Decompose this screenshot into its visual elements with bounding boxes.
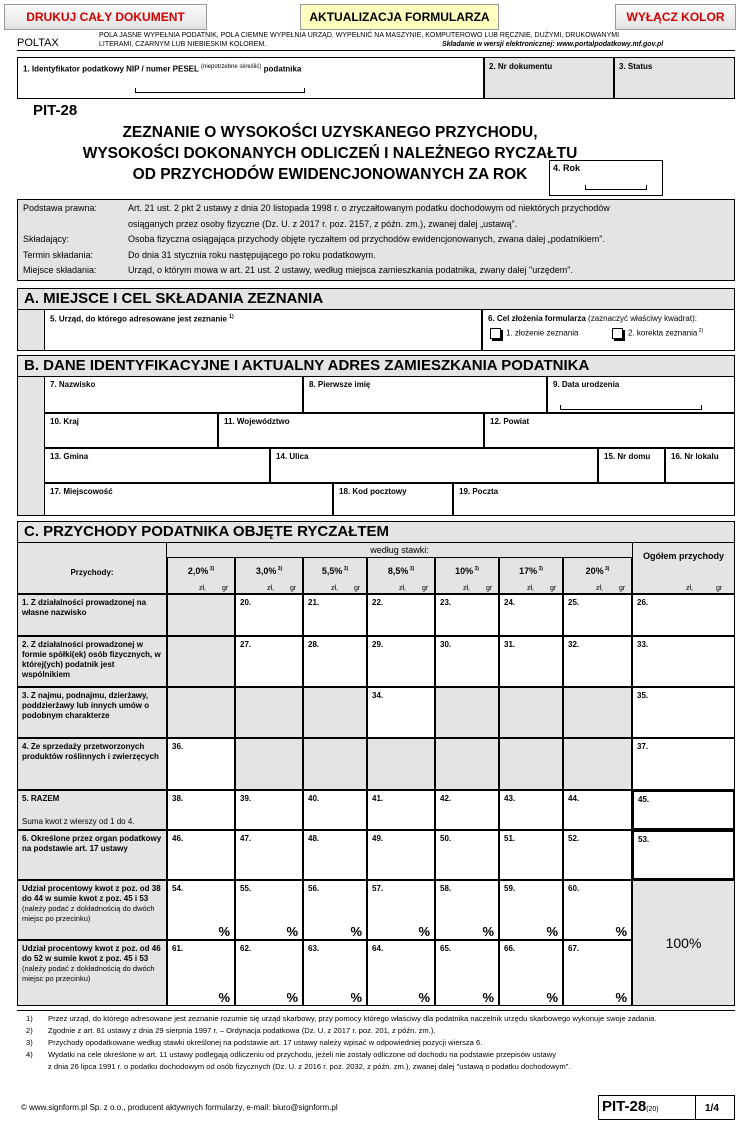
- field-number: 31.: [504, 640, 516, 649]
- amount-cell: [563, 738, 632, 790]
- field-6-label: 6. Cel złożenia formularza (zaznaczyć właściwy kwadrat):: [488, 314, 697, 323]
- row-label-text: 4. Ze sprzedaży przetworzonych produktów roślinnych i zwierzęcych: [22, 742, 159, 761]
- field-18-postal-code-label: 18. Kod pocztowy: [339, 487, 407, 496]
- field-number: 51.: [504, 834, 516, 843]
- amount-cell[interactable]: [303, 594, 367, 636]
- legal-value: Do dnia 31 stycznia roku następującego po roku podatkowym.: [128, 249, 376, 260]
- field-number: 21.: [308, 598, 320, 607]
- percent-sign: %: [482, 924, 494, 939]
- share-cell[interactable]: [167, 880, 235, 940]
- rate-header-4: 10% $^{3)}$: [435, 557, 499, 594]
- field-12-county-label: 12. Powiat: [490, 417, 530, 426]
- legal-value: osiąganych przez osoby fizyczne (Dz. U. z 2017 r. poz. 2157, z późn. zm.), zwanej dalej „ustawą”.: [128, 218, 518, 229]
- field-number: 57.: [372, 884, 384, 893]
- field-5-label: 5. Urząd, do którego adresowane jest zeznanie $^{1)}$: [50, 314, 234, 324]
- title-line-3: OD PRZYCHODÓW EWIDENCJONOWANYCH ZA ROK: [132, 166, 528, 183]
- field-number: 67.: [568, 944, 580, 953]
- amount-cell[interactable]: [435, 594, 499, 636]
- row-label-text: 2. Z działalności prowadzonej w formie spółki(ek) osób fizycznych, w której(ych) podatnik jest wspólnikiem: [22, 640, 161, 679]
- total-percentage: 100%: [632, 880, 735, 1006]
- birth-date-digit-boxes: [560, 405, 702, 410]
- field-number: 41.: [372, 794, 384, 803]
- amount-cell: [235, 687, 303, 738]
- field-number: 62.: [240, 944, 252, 953]
- section-a-header: A. MIEJSCE I CEL SKŁADANIA ZEZNANIA: [17, 288, 735, 310]
- field-19-post-office-label: 19. Poczta: [459, 487, 499, 496]
- share-cell[interactable]: [367, 940, 435, 1006]
- disable-color-button[interactable]: WYŁĄCZ KOLOR: [615, 4, 736, 30]
- percent-sign: %: [286, 990, 298, 1005]
- amount-cell[interactable]: [499, 830, 563, 880]
- rate-header-5: 17% $^{3)}$: [499, 557, 563, 594]
- field-number: 26.: [637, 598, 649, 607]
- footnote-text: Wydatki na cele określone w art. 11 ustawy podlegają odliczeniu od przychodu, jeżeli nie zostały odliczone od dochodu na podstawie przepisów ustawy: [48, 1050, 557, 1059]
- field-14-street-label: 14. Ulica: [276, 452, 309, 461]
- row-label-text: 5. RAZEM: [22, 794, 60, 803]
- amount-cell[interactable]: [167, 738, 235, 790]
- field-number: 24.: [504, 598, 516, 607]
- share-row-label: [17, 880, 167, 940]
- field-number: 55.: [240, 884, 252, 893]
- zl-label: zł,: [331, 585, 338, 592]
- footnote-number: 1): [26, 1014, 33, 1023]
- field-number: 38.: [172, 794, 184, 803]
- field-14-street[interactable]: [270, 448, 598, 483]
- rate-label: 2,0%: [187, 566, 209, 576]
- rate-label: 10%: [455, 566, 474, 576]
- field-number: 54.: [172, 884, 184, 893]
- amount-cell[interactable]: [563, 790, 632, 830]
- amount-cell: [303, 687, 367, 738]
- row-label-text: 3. Z najmu, podnajmu, dzierżawy, poddzierżawy lub innych umów o podobnym charakterze: [22, 691, 150, 720]
- zl-label: zł,: [527, 585, 534, 592]
- row-label-text: 6. Określone przez organ podatkowy na podstawie art. 17 ustawy: [22, 834, 162, 853]
- share-cell[interactable]: [563, 940, 632, 1006]
- field-4-label: 4. Rok: [553, 163, 581, 173]
- percent-sign: %: [546, 924, 558, 939]
- amount-cell: [167, 594, 235, 636]
- amount-cell[interactable]: [435, 636, 499, 687]
- amount-cell[interactable]: [367, 830, 435, 880]
- amount-cell: [367, 738, 435, 790]
- section-b-header: B. DANE IDENTYFIKACYJNE I AKTUALNY ADRES ZAMIESZKANIA PODATNIKA: [17, 355, 735, 377]
- share-cell[interactable]: [435, 940, 499, 1006]
- gr-label: gr: [716, 585, 723, 592]
- title-line-1: ZEZNANIE O WYSOKOŚCI UZYSKANEGO PRZYCHODU,: [122, 124, 538, 141]
- field-number: 33.: [637, 640, 649, 649]
- field-number: 34.: [372, 691, 384, 700]
- percent-sign: %: [218, 924, 230, 939]
- rate-header-2: 5,5% $^{3)}$: [303, 557, 367, 594]
- amount-cell[interactable]: [632, 594, 735, 636]
- share-cell[interactable]: [499, 880, 563, 940]
- gr-label: gr: [550, 585, 557, 592]
- section-c-header: C. PRZYCHODY PODATNIKA OBJĘTE RYCZAŁTEM: [17, 521, 735, 543]
- percent-sign: %: [286, 924, 298, 939]
- field-17-city-label: 17. Miejscowość: [50, 487, 113, 496]
- amount-cell: [235, 738, 303, 790]
- field-number: 46.: [172, 834, 184, 843]
- share-cell[interactable]: [435, 880, 499, 940]
- amount-cell[interactable]: [167, 790, 235, 830]
- field-number: 30.: [440, 640, 452, 649]
- update-form-button[interactable]: AKTUALIZACJA FORMULARZA: [300, 4, 499, 30]
- field-8-first-name-label: 8. Pierwsze imię: [309, 380, 371, 389]
- column-header-income: Przychody:: [17, 542, 167, 594]
- option-correction[interactable]: 2. korekta zeznania $^{2)}$: [612, 328, 703, 339]
- amount-cell[interactable]: [367, 687, 435, 738]
- field-3-label: 3. Status: [619, 62, 653, 71]
- zl-label: zł,: [463, 585, 470, 592]
- gr-label: gr: [222, 585, 229, 592]
- footnote-number: 3): [26, 1038, 33, 1047]
- footnote-text: z dnia 26 lipca 1991 r. o podatku dochodowym od osób fizycznych (Dz. U. z 2016 r. poz. 2032, z późn. zm.), zwanej dalej "ustawą o podatku dochodowym".: [48, 1062, 571, 1071]
- amount-cell[interactable]: [367, 636, 435, 687]
- income-row-label: [17, 636, 167, 687]
- income-row-label: [17, 738, 167, 790]
- legal-value: Urząd, o którym mowa w art. 21 ust. 2 ustawy, według miejsca zamieszkania podatnika, zwany dalej "urzędem".: [128, 265, 573, 275]
- footer-form-code: PIT-28(20): [602, 1098, 659, 1115]
- footnote-text: Zgodnie z art. 81 ustawy z dnia 29 sierpnia 1997 r. – Ordynacja podatkowa (Dz. U. z 2017 r. poz. 201, z późn. zm.).: [48, 1026, 436, 1035]
- field-number: 37.: [637, 742, 649, 751]
- amount-cell[interactable]: [632, 830, 735, 880]
- amount-cell: [167, 636, 235, 687]
- income-row-label: [17, 594, 167, 636]
- gr-label: gr: [354, 585, 361, 592]
- share-label-text: Udział procentowy kwot z poz. od 46 do 52 w sumie kwot z poz. 45 i 53: [22, 944, 161, 963]
- share-note: (należy podać z dokładnością do dwóch miejsc po przecinku): [22, 904, 155, 923]
- field-number: 64.: [372, 944, 384, 953]
- share-cell[interactable]: [167, 940, 235, 1006]
- gr-label: gr: [422, 585, 429, 592]
- field-13-municipality-label: 13. Gmina: [50, 452, 89, 461]
- amount-cell[interactable]: [435, 830, 499, 880]
- percent-sign: %: [615, 924, 627, 939]
- amount-cell[interactable]: [632, 738, 735, 790]
- column-header-total: Ogółem przychody: [632, 542, 735, 594]
- amount-cell: [435, 738, 499, 790]
- print-document-button[interactable]: DRUKUJ CAŁY DOKUMENT: [4, 4, 207, 30]
- amount-cell[interactable]: [632, 790, 735, 830]
- field-number: 49.: [372, 834, 384, 843]
- amount-cell[interactable]: [303, 790, 367, 830]
- field-number: 23.: [440, 598, 452, 607]
- poltax-label: POLTAX: [17, 37, 59, 49]
- nip-digit-boxes: [135, 88, 305, 93]
- field-number: 56.: [308, 884, 320, 893]
- field-number: 40.: [308, 794, 320, 803]
- share-cell[interactable]: [563, 880, 632, 940]
- field-15-house-number-label: 15. Nr domu: [604, 452, 651, 461]
- instructions-line-1: POLA JASNE WYPEŁNIA PODATNIK, POLA CIEMNE WYPEŁNIA URZĄD. WYPEŁNIĆ NA MASZYNIE, KOMPUTEROWO LUB RĘCZNIE, DUŻYMI, DRUKOWANYMI: [99, 32, 620, 39]
- amount-cell[interactable]: [499, 594, 563, 636]
- income-row-label: [17, 790, 167, 830]
- legal-value: Osoba fizyczna osiągająca przychody objęte ryczałtem od przychodów ewidencjonowanych, zwana dalej „podatnikiem”.: [128, 234, 605, 244]
- percent-sign: %: [218, 990, 230, 1005]
- field-number: 42.: [440, 794, 452, 803]
- amount-cell[interactable]: [499, 636, 563, 687]
- zl-label: zł,: [596, 585, 603, 592]
- field-number: 29.: [372, 640, 384, 649]
- field-number: 39.: [240, 794, 252, 803]
- rate-header-1: 3,0% $^{3)}$: [235, 557, 303, 594]
- gr-label: gr: [619, 585, 626, 592]
- field-number: 66.: [504, 944, 516, 953]
- amount-cell[interactable]: [563, 636, 632, 687]
- field-number: 58.: [440, 884, 452, 893]
- amount-cell[interactable]: [632, 687, 735, 738]
- legal-value: Art. 21 ust. 2 pkt 2 ustawy z dnia 20 listopada 1998 r. o zryczałtowanym podatku dochodowym od niektórych przychodów: [128, 203, 610, 213]
- field-number: 48.: [308, 834, 320, 843]
- percent-sign: %: [350, 924, 362, 939]
- rate-header-0: 2,0% $^{3)}$: [167, 557, 235, 594]
- field-number: 44.: [568, 794, 580, 803]
- amount-cell[interactable]: [235, 594, 303, 636]
- amount-cell[interactable]: [303, 830, 367, 880]
- legal-key: Termin składania:: [23, 249, 94, 260]
- amount-cell: [435, 687, 499, 738]
- field-number: 45.: [638, 795, 650, 804]
- footnote-number: 4): [26, 1050, 33, 1059]
- checkbox-submission[interactable]: [490, 328, 501, 339]
- amount-cell: [303, 738, 367, 790]
- amount-cell: [167, 687, 235, 738]
- field-number: 50.: [440, 834, 452, 843]
- field-number: 32.: [568, 640, 580, 649]
- amount-cell[interactable]: [235, 790, 303, 830]
- form-title: [60, 122, 600, 185]
- gr-label: gr: [486, 585, 493, 592]
- rate-header-6: 20% $^{3)}$: [563, 557, 632, 594]
- share-cell[interactable]: [235, 880, 303, 940]
- rate-label: 17%: [519, 566, 538, 576]
- share-cell[interactable]: [235, 940, 303, 1006]
- field-11-voivodeship-label: 11. Województwo: [224, 417, 290, 426]
- field-number: 65.: [440, 944, 452, 953]
- field-number: 53.: [638, 835, 650, 844]
- legal-key: Podstawa prawna:: [23, 203, 98, 213]
- amount-cell[interactable]: [235, 636, 303, 687]
- year-digit-boxes: [585, 185, 647, 190]
- field-9-birth-date-label: 9. Data urodzenia: [553, 380, 620, 389]
- field-number: 59.: [504, 884, 516, 893]
- instructions-line-2: LITERAMI, CZARNYM LUB NIEBIESKIM KOLOREM.: [99, 40, 267, 48]
- field-number: 52.: [568, 834, 580, 843]
- amount-cell[interactable]: [563, 594, 632, 636]
- amount-cell[interactable]: [367, 790, 435, 830]
- share-row-label: [17, 940, 167, 1006]
- field-2-label: 2. Nr dokumentu: [489, 62, 553, 71]
- rate-label: 8,5%: [387, 566, 409, 576]
- percent-sign: %: [482, 990, 494, 1005]
- footnote-number: 2): [26, 1026, 33, 1035]
- percent-sign: %: [615, 990, 627, 1005]
- income-row-label: [17, 830, 167, 880]
- gr-label: gr: [290, 585, 297, 592]
- amount-cell[interactable]: [367, 594, 435, 636]
- checkbox-correction[interactable]: [612, 328, 623, 339]
- share-cell[interactable]: [303, 940, 367, 1006]
- copyright-text: © www.signform.pl Sp. z o.o., producent aktywnych formularzy, e-mail: biuro@signform.pl: [21, 1103, 338, 1112]
- zl-label: zł,: [267, 585, 274, 592]
- row-label-note: Suma kwot z wierszy od 1 do 4.: [22, 817, 135, 826]
- amount-cell[interactable]: [499, 790, 563, 830]
- rate-label: 5,5%: [321, 566, 343, 576]
- percent-sign: %: [418, 924, 430, 939]
- share-note: (należy podać z dokładnością do dwóch miejsc po przecinku): [22, 964, 155, 983]
- field-number: 61.: [172, 944, 184, 953]
- footnote-text: Przez urząd, do którego adresowane jest zeznanie rozumie się urząd skarbowy, przy pomocy którego właściwy dla podatnika naczelnik urzędu skarbowego wykonuje swoje zadania.: [48, 1014, 657, 1023]
- share-cell[interactable]: [499, 940, 563, 1006]
- form-code: PIT-28: [33, 102, 78, 119]
- field-number: 25.: [568, 598, 580, 607]
- amount-cell: [499, 738, 563, 790]
- field-number: 27.: [240, 640, 252, 649]
- percent-sign: %: [350, 990, 362, 1005]
- field-number: 20.: [240, 598, 252, 607]
- amount-cell[interactable]: [563, 830, 632, 880]
- field-number: 60.: [568, 884, 580, 893]
- legal-key: Składający:: [23, 234, 70, 244]
- title-line-2: WYSOKOŚCI DOKONANYCH ODLICZEŃ I NALEŻNEGO RYCZAŁTU: [82, 145, 578, 162]
- amount-cell[interactable]: [235, 830, 303, 880]
- rate-header-3: 8,5% $^{3)}$: [367, 557, 435, 594]
- amount-cell[interactable]: [303, 636, 367, 687]
- percent-sign: %: [546, 990, 558, 1005]
- legal-key: Miejsce składania:: [23, 265, 97, 275]
- share-label-text: Udział procentowy kwot z poz. od 38 do 44 w sumie kwot z poz. 45 i 53: [22, 884, 161, 903]
- field-number: 43.: [504, 794, 516, 803]
- field-number: 22.: [372, 598, 384, 607]
- zl-label: zł,: [686, 585, 693, 592]
- zl-label: zł,: [199, 585, 206, 592]
- field-number: 35.: [637, 691, 649, 700]
- footnote-text: Przychody opodatkowane według stawki określonej na podstawie art. 17 ustawy należy wpisać w odpowiedniej pozycji wiersza 6.: [48, 1038, 483, 1047]
- amount-cell[interactable]: [435, 790, 499, 830]
- field-1-label: 1. Identyfikator podatkowy NIP / numer PESEL $^{(niepotrzebne skreślić)}$ podatnika: [23, 64, 302, 74]
- amount-cell[interactable]: [167, 830, 235, 880]
- share-cell[interactable]: [303, 880, 367, 940]
- page-number: 1/4: [705, 1103, 719, 1114]
- amount-cell[interactable]: [632, 636, 735, 687]
- rate-label: 20%: [585, 566, 604, 576]
- field-number: 63.: [308, 944, 320, 953]
- percent-sign: %: [418, 990, 430, 1005]
- option-submission[interactable]: 1. złożenie zeznania: [490, 328, 579, 339]
- row-label-text: 1. Z działalności prowadzonej na własne nazwisko: [22, 598, 147, 617]
- zl-label: zł,: [399, 585, 406, 592]
- amount-cell: [563, 687, 632, 738]
- amount-cell: [499, 687, 563, 738]
- field-7-surname-label: 7. Nazwisko: [50, 380, 96, 389]
- field-number: 28.: [308, 640, 320, 649]
- field-number: 47.: [240, 834, 252, 843]
- rate-label: 3,0%: [255, 566, 277, 576]
- field-number: 36.: [172, 742, 184, 751]
- electronic-submission-note: Składanie w wersji elektronicznej: www.portalpodatkowy.mf.gov.pl: [442, 41, 664, 48]
- share-cell[interactable]: [367, 880, 435, 940]
- field-10-country-label: 10. Kraj: [50, 417, 79, 426]
- field-16-apartment-label: 16. Nr lokalu: [671, 452, 719, 461]
- income-row-label: [17, 687, 167, 738]
- rates-caption: według stawki:: [370, 545, 429, 555]
